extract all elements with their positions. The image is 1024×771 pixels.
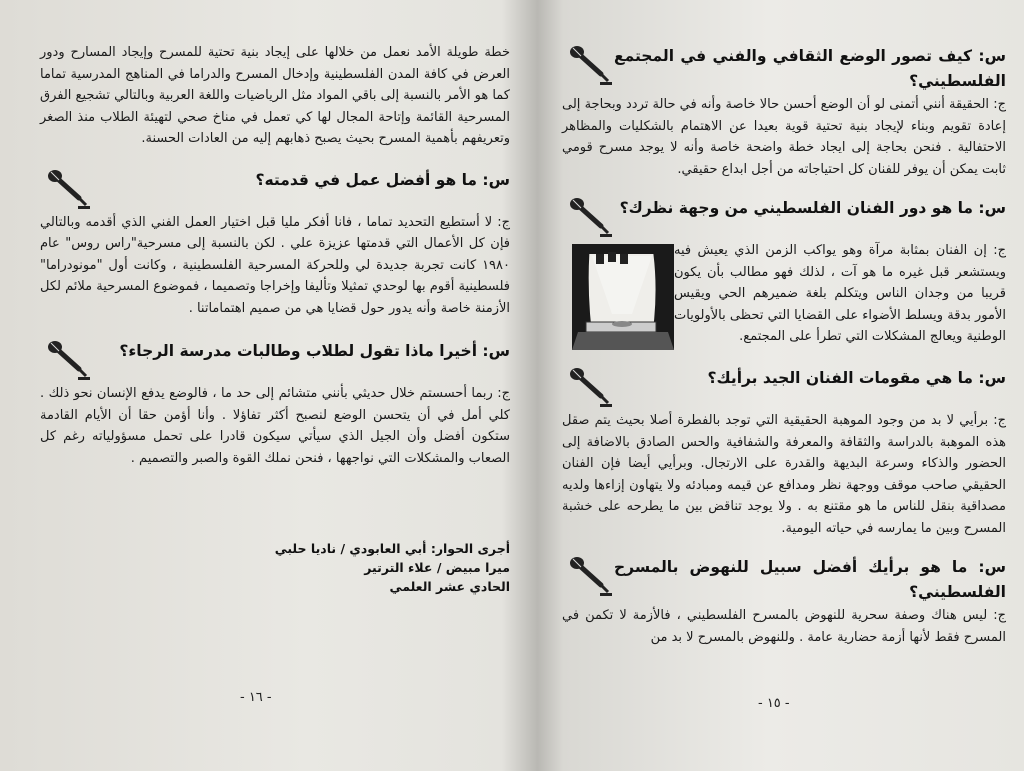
microphone-icon (568, 366, 614, 410)
question-text: س: ما هي مقومات الفنان الجيد برأيك؟ (707, 369, 1006, 387)
answer-paragraph: ج: إن الفنان بمثابة مرآة وهو يواكب الزمن الذي يعيش فيه ويستشعر قبل غيره ما هو آت ، لذلك فهو مطالب بأن يكون قريبا من وجدان الناس ويتكلم بلغة ضميرهم الحي ويقيس الأمور بدقة ويسلط الأضواء على القضايا التي تحظى بالأولويات الوطنية ويعالج المشكلات التي تطرأ على المجتمع. (674, 243, 1006, 344)
page-number: - ١٦ - (240, 690, 272, 705)
microphone-icon (568, 555, 614, 599)
question-text: س: أخيرا ماذا تقول لطلاب وطالبات مدرسة الرجاء؟ (119, 342, 510, 360)
answer-paragraph: ج: ربما أحسستم خلال حديثي بأنني متشائم إلى حد ما ، فالوضع يدفع الإنسان نحو ذلك . كلي أمل في أن يتحسن الوضع لنصبح أكثر تفاؤلا . وأنا أؤمن حقا أن الأيام القادمة ستكون أفضل وأن الجيل الذي سيأتي سيكون قادرا على تحمل مسؤولياته رغم كل الصعاب والمشكلات التي نواجهها ، فنحن نملك القوة والصبر والتصميم . (40, 386, 510, 466)
question-heading (562, 44, 1006, 94)
microphone-icon (568, 44, 614, 88)
answer-paragraph: ج: الحقيقة أنني أتمنى لو أن الوضع أحسن حالا خاصة وأنه في حالة تردد وبحاجة إلى إعادة تقويم وبناء لإيجاد بنية تحتية قوية بعيدا عن الاهتمام بالشكليات والمظاهر الاحتفالية . فنحن بحاجة إلى ايجاد خطة واضحة خاصة وأنه لا يوجد مسرح قومي ثابت يمكن أن يوفر للفنان كل احتياجاته من أجل ابداع حقيقي. (562, 97, 1006, 177)
microphone-icon (46, 168, 92, 212)
question-text: س: ما هو برأيك أفضل سبيل للنهوض بالمسرح الفلسطيني؟ (614, 558, 1006, 601)
question-text: س: ما هو دور الفنان الفلسطيني من وجهة نظرك؟ (619, 199, 1006, 217)
question-text: س: كيف تصور الوضع الثقافي والفني في المجتمع الفلسطيني؟ (614, 47, 1006, 90)
question-heading (40, 339, 510, 383)
credits-line: أجرى الحوار: أبي العابودي / ناديا حلبي (274, 541, 510, 556)
right-page (548, 0, 1024, 771)
answer-paragraph: ج: لا أستطيع التحديد تماما ، فانا أفكر مليا قبل اختيار العمل الفني الذي أقدمه وبالتالي فإن كل الأعمال التي قدمتها عزيزة علي . لكن بالنسبة إلى مسرحية"راس روس" عام ١٩٨٠ كانت تجربة جديدة لي وللحركة المسرحية الفلسطينية ، وكانت أول "مونودراما" فلسطينية أقوم بها لوحدي تمثيلا وتأليفا وإخراجا وتصميما ، فموضوع المسرحية ملائم لكل الأزمنة خاصة وأنه يدور حول قضايا هي من صميم اهتماماتنا . (40, 214, 510, 316)
microphone-icon (568, 196, 614, 240)
credits-line: الحادي عشر العلمي (389, 579, 510, 594)
left-page-column (40, 42, 510, 596)
answer-paragraph: ج: ليس هناك وصفة سحرية للنهوض بالمسرح الفلسطيني ، فالأزمة لا تكمن في المسرح فقط لأنها أزمة حضارية عامة . وللنهوض بالمسرح لا بد من (562, 608, 1006, 645)
credits-line: ميرا مبيض / علاء الترتير (364, 560, 510, 575)
answer-paragraph: ج: برأيي لا بد من وجود الموهبة الحقيقية التي توجد بالفطرة أصلا بحيث يتم صقل هذه الموهبة بالدراسة والثقافة والمعرفة والشفافية والحس الصادق بالاضافة إلى الحضور والذكاء وسرعة البديهة والقدرة على الارتجال. وبرأيي أيضا فإن الفنان الحقيقي صاحب موقف ووجهة نظر ومدافع عن قيمه ومبادئه ولا يتهاون إزاءها ولديه مصداقية بنقل للناس ما هو مقتنع به . ولا يوجد تناقض بين ما يطرحه على خشبة المسرح وبين ما يمارسه في حياته اليومية. (562, 413, 1006, 536)
question-heading (40, 168, 510, 212)
intro-paragraph: خطة طويلة الأمد نعمل من خلالها على إيجاد بنية تحتية للمسرح وإيجاد المسارح ودور العرض في كافة المدن الفلسطينية وإدخال المسرح والدراما في المناهج المدرسية تماما كما هو الأمر بالنسبة إلى باقي المواد مثل الرياضيات واللغة العربية وبالتالي تشجيع الفرق المسرحية القائمة وإتاحة المجال لها كي تعمل في مناخ صحي لتهيئة الطلاب منذ الصغر وتعريفهم بأهمية المسرح بحيث يصبح ذهابهم إليه من العادات الحسنة. (40, 45, 510, 146)
microphone-icon (46, 339, 92, 383)
interview-credits (40, 539, 510, 596)
page-number: - ١٥ - (758, 696, 790, 711)
question-heading (562, 555, 1006, 605)
question-text: س: ما هو أفضل عمل في قدمته؟ (255, 170, 510, 189)
theater-stage-illustration (572, 244, 674, 350)
right-page-column (562, 42, 1006, 648)
question-heading (562, 366, 1006, 410)
question-heading (562, 196, 1006, 240)
